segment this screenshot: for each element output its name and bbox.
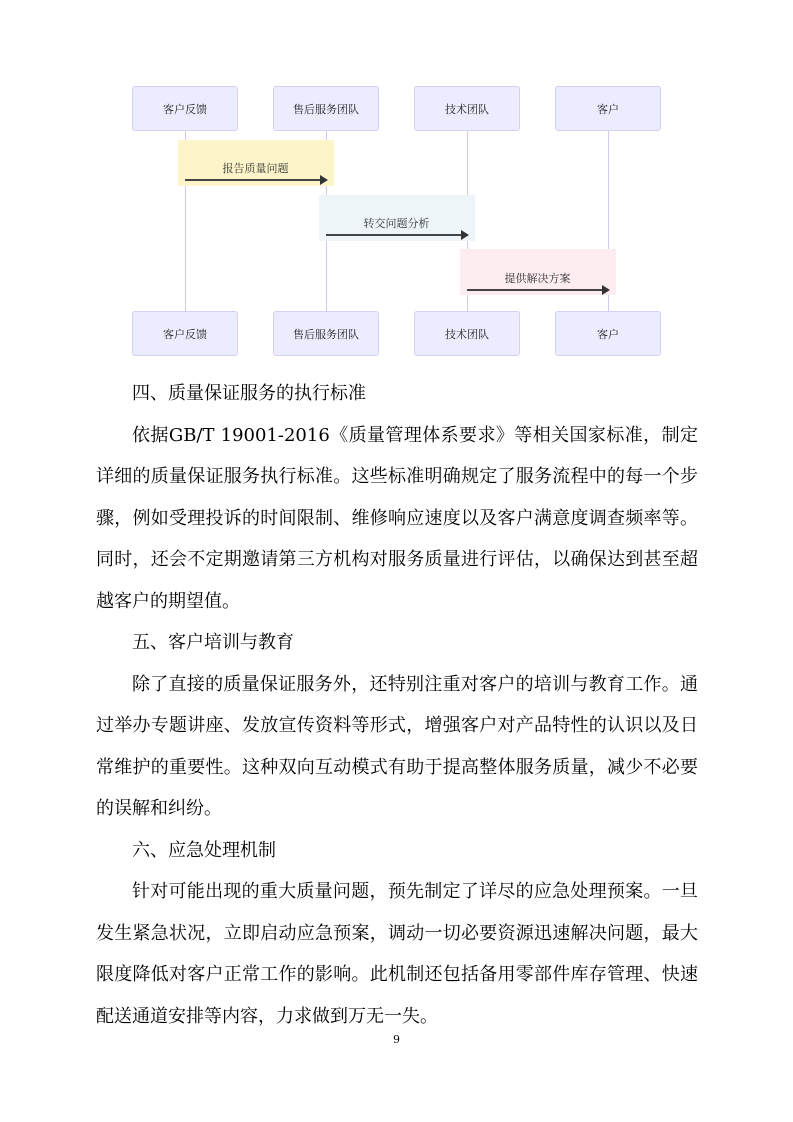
message-arrow <box>185 179 326 181</box>
message-label: 报告质量问题 <box>222 162 289 175</box>
sequence-diagram <box>0 0 793 370</box>
actor-bottom: 技术团队 <box>414 311 520 356</box>
actor-bottom: 售后服务团队 <box>273 311 379 356</box>
message-label: 转交问题分析 <box>363 217 430 230</box>
page-number: 9 <box>393 1033 400 1046</box>
message-arrow <box>467 289 608 291</box>
actor-bottom: 客户 <box>555 311 661 356</box>
actor-top: 技术团队 <box>414 86 520 131</box>
actor-top: 客户 <box>555 86 661 131</box>
actor-top: 客户反馈 <box>132 86 238 131</box>
message-arrow <box>326 234 467 236</box>
paragraph: 依据GB/T 19001-2016《质量管理体系要求》等相关国家标准，制定详细的质量保证服务执行标准。这些标准明确规定了服务流程中的每一个步骤，例如受理投诉的时间限制、维修响应速度以及客户满意度调查频率等。同时，还会不定期邀请第三方机构对服务质量进行评估，以确保达到甚至超越客户的期望值。 <box>96 424 698 612</box>
actor-top: 售后服务团队 <box>273 86 379 131</box>
paragraph: 除了直接的质量保证服务外，还特别注重对客户的培训与教育工作。通过举办专题讲座、发放宣传资料等形式，增强客户对产品特性的认识以及日常维护的重要性。这种双向互动模式有助于提高整体服务质量，减少不必要的误解和纠纷。 <box>96 673 698 819</box>
section-heading: 四、质量保证服务的执行标准 <box>132 383 366 404</box>
section-heading: 五、客户培训与教育 <box>132 632 294 653</box>
actor-bottom: 客户反馈 <box>132 311 238 356</box>
document-body <box>96 373 698 1037</box>
section-heading: 六、应急处理机制 <box>132 839 276 861</box>
paragraph: 针对可能出现的重大质量问题，预先制定了详尽的应急处理预案。一旦发生紧急状况，立即启动应急预案，调动一切必要资源迅速解决问题，最大限度降低对客户正常工作的影响。此机制还包括备用零部件库存管理、快速配送通道安排等内容，力求做到万无一失。 <box>96 881 698 1027</box>
message-label: 提供解决方案 <box>504 272 571 285</box>
